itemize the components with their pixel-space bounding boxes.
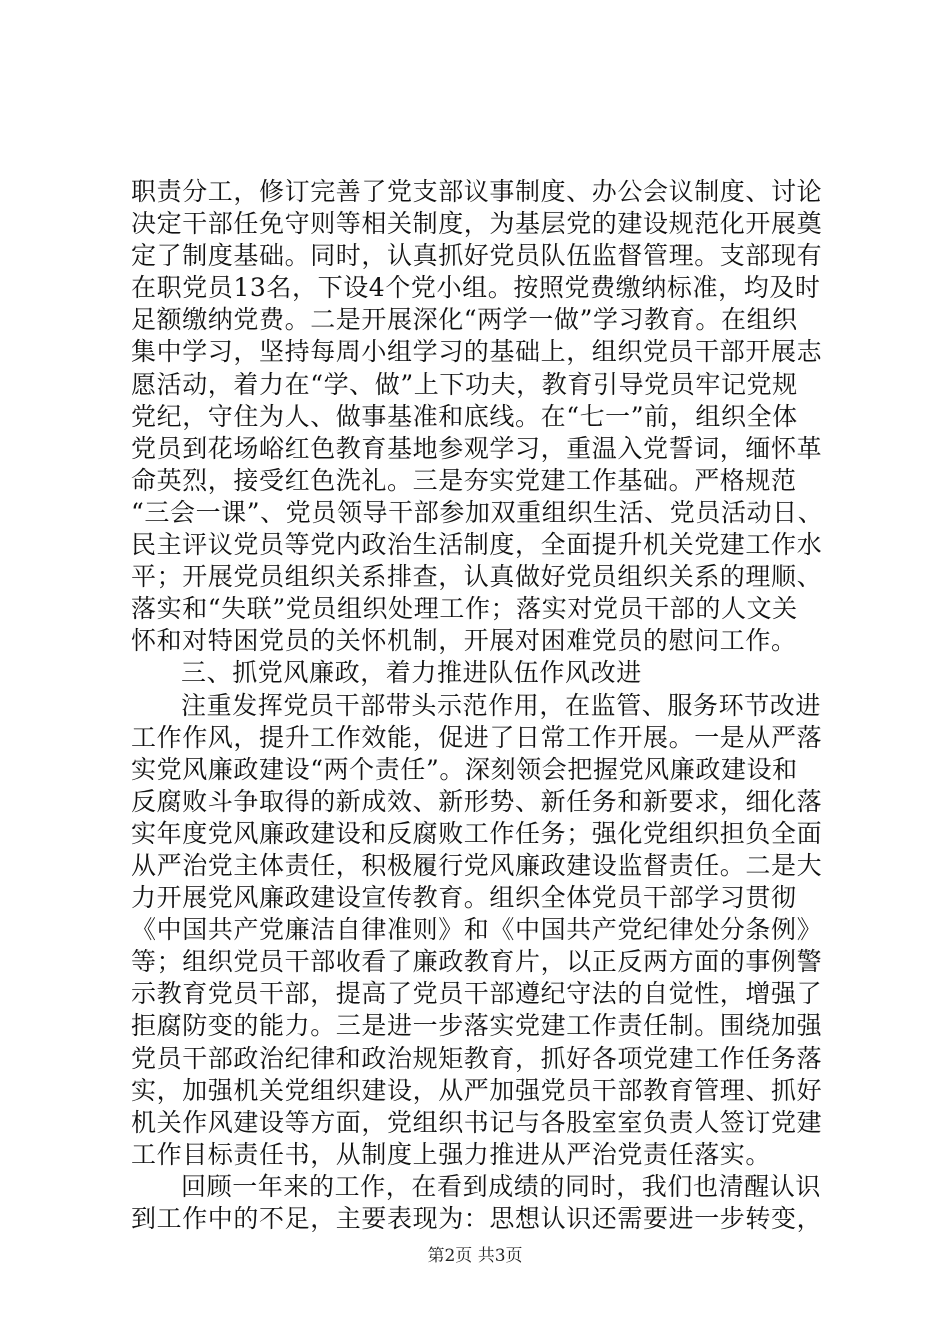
text-line: 愿活动，着力在“学、做”上下功夫，教育引导党员牢记党规 [131,369,798,399]
text-line: 拒腐防变的能力。三是进一步落实党建工作责任制。围绕加强 [131,1011,823,1041]
text-line: 实，加强机关党组织建设，从严加强党员干部教育管理、抓好 [131,1075,823,1105]
text-line: 从严治党主体责任，积极履行党风廉政建设监督责任。二是大 [131,850,823,880]
text-line: 怀和对特困党员的关怀机制，开展对困难党员的慰问工作。 [131,626,797,656]
text-line: 决定干部任免守则等相关制度，为基层党的建设规范化开展奠 [131,209,823,239]
text-line: 集中学习，坚持每周小组学习的基础上，组织党员干部开展志 [131,337,823,367]
text-line: 党员到花场峪红色教育基地参观学习，重温入党誓词，缅怀革 [131,433,823,463]
text-line: 在职党员13名，下设4个党小组。按照党费缴纳标准，均及时 [131,273,821,303]
text-line: “三会一课”、党员领导干部参加双重组织生活、党员活动日、 [131,497,824,527]
text-line: 定了制度基础。同时，认真抓好党员队伍监督管理。支部现有 [131,241,823,271]
text-line: 《中国共产党廉洁自律准则》和《中国共产党纪律处分条例》 [131,915,823,945]
text-line: 实年度党风廉政建设和反腐败工作任务；强化党组织担负全面 [131,818,823,848]
text-line: 职责分工，修订完善了党支部议事制度、办公会议制度、讨论 [131,177,823,206]
page-footer: 第2页 共3页 [427,1246,523,1266]
text-line: 注重发挥党员干部带头示范作用，在监管、服务环节改进 [181,690,822,720]
text-line: 示教育党员干部，提高了党员干部遵纪守法的自觉性，增强了 [131,979,823,1009]
text-line: 民主评议党员等党内政治生活制度，全面提升机关党建工作水 [131,530,823,560]
body-text [131,176,831,1235]
text-line: 工作目标责任书，从制度上强力推进从严治党责任落实。 [131,1139,772,1169]
text-line: 平；开展党员组织关系排查，认真做好党员组织关系的理顺、 [131,562,823,592]
text-line: 等；组织党员干部收看了廉政教育片，以正反两方面的事例警 [131,947,823,977]
text-line: 党纪，守住为人、做事基准和底线。在“七一”前，组织全体 [131,401,798,431]
text-line: 实党风廉政建设“两个责任”。深刻领会把握党风廉政建设和 [131,754,798,784]
text-line: 党员干部政治纪律和政治规矩教育，抓好各项党建工作任务落 [131,1043,823,1073]
text-line: 机关作风建设等方面，党组织书记与各股室室负责人签订党建 [131,1107,823,1137]
text-line: 足额缴纳党费。二是开展深化“两学一做”学习教育。在组织 [131,305,798,335]
text-line: 工作作风，提升工作效能，促进了日常工作开展。一是从严落 [131,722,823,752]
text-line: 命英烈，接受红色洗礼。三是夯实党建工作基础。严格规范 [131,465,797,495]
text-line: 落实和“失联”党员组织处理工作；落实对党员干部的人文关 [131,594,798,624]
text-line: 反腐败斗争取得的新成效、新形势、新任务和新要求，细化落 [131,786,823,816]
text-line: 回顾一年来的工作，在看到成绩的同时，我们也清醒认识 [181,1171,822,1201]
text-line: 三、抓党风廉政，着力推进队伍作风改进 [181,658,642,688]
text-line: 力开展党风廉政建设宣传教育。组织全体党员干部学习贯彻 [131,883,797,913]
text-line: 到工作中的不足，主要表现为：思想认识还需要进一步转变， [131,1204,823,1233]
